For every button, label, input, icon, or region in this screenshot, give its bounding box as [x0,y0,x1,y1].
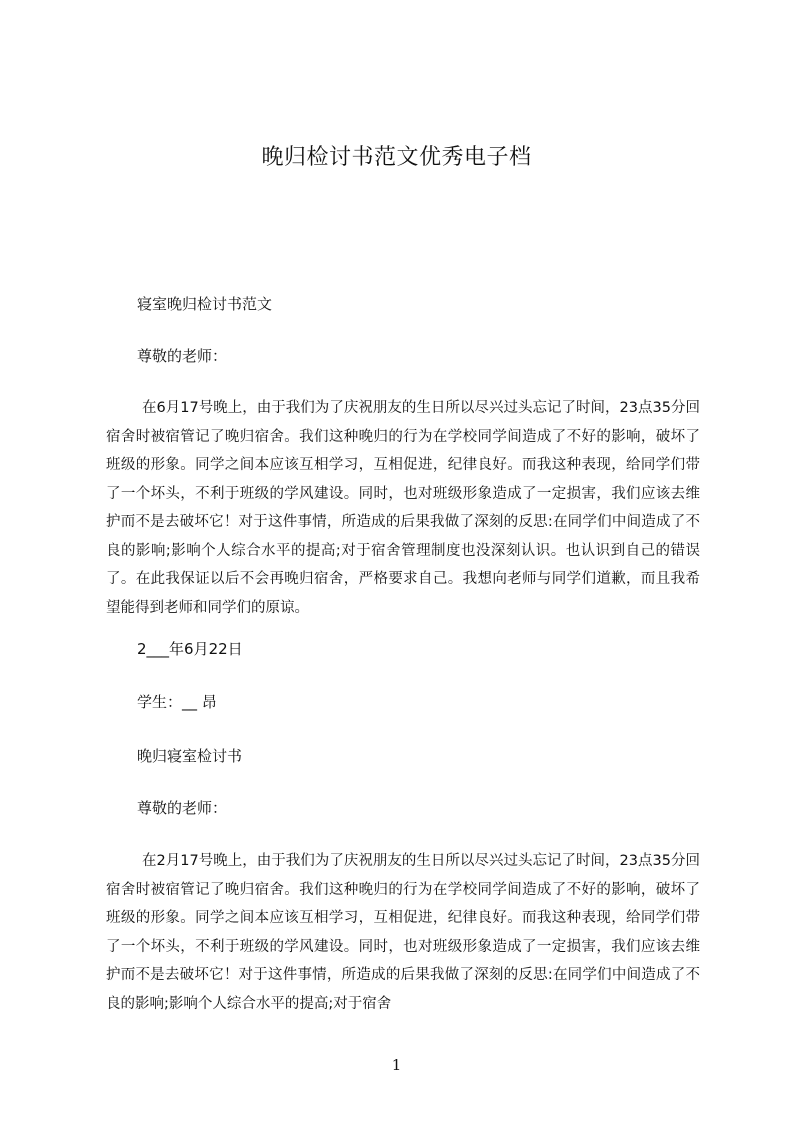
section1-heading: 寝室晚归检讨书范文 [137,295,273,313]
section1-signature: 学生：__ 昂 [137,693,217,711]
section2-heading: 晚归寝室检讨书 [137,747,243,765]
section2-salutation: 尊敬的老师： [137,799,228,817]
section2-body: 在2月17号晚上，由于我们为了庆祝朋友的生日所以尽兴过头忘记了时间，23点35分回宿舍时被宿管记了晚归宿舍。我们这种晚归的行为在学校同学间造成了不好的影响，破坏了班级的形象。同学之间本应该互相学习，互相促进，纪律良好。而我这种表现，给同学们带了一个坏头，不利于班级的学风建设。同时，也对班级形象造成了一定损害，我们应该去维护而不是去破坏它！对于这件事情，所造成的后果我做了深刻的反思:在同学们中间造成了不良的影响;影响个人综合水平的提高;对于宿舍 [106,853,700,1012]
page-number: 1 [391,1056,402,1074]
section1-salutation: 尊敬的老师： [137,347,228,365]
section1-body: 在6月17号晚上，由于我们为了庆祝朋友的生日所以尽兴过头忘记了时间，23点35分回宿舍时被宿管记了晚归宿舍。我们这种晚归的行为在学校同学间造成了不好的影响，破坏了班级的形象。同学之间本应该互相学习，互相促进，纪律良好。而我这种表现，给同学们带了一个坏头，不利于班级的学风建设。同时，也对班级形象造成了一定损害，我们应该去维护而不是去破坏它！对于这件事情，所造成的后果我做了深刻的反思:在同学们中间造成了不良的影响;影响个人综合水平的提高;对于宿舍管理制度也没深刻认识。也认识到自己的错误了。在此我保证以后不会再晚归宿舍，严格要求自己。我想向老师与同学们道歉，而且我希望能得到老师和同学们的原谅。 [106,400,700,616]
document-title: 晚归检讨书范文优秀电子档 [261,145,532,170]
section1-date: 2___年6月22日 [137,640,243,658]
